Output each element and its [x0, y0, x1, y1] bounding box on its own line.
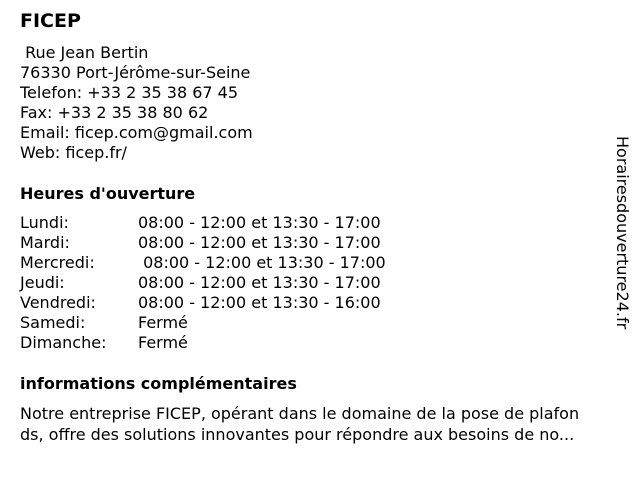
business-description	[20, 403, 630, 445]
day-label: Mardi:	[20, 233, 70, 252]
day-label: Vendredi:	[20, 293, 96, 312]
day-label: Mercredi:	[20, 253, 95, 272]
website-line: Web: ficep.fr/	[20, 143, 127, 162]
hours-row-thursday	[20, 273, 386, 293]
contact-block	[20, 43, 253, 163]
day-hours: 08:00 - 12:00 et 13:30 - 17:00	[138, 233, 381, 252]
day-label: Jeudi:	[20, 273, 65, 292]
address-street: Rue Jean Bertin	[20, 43, 149, 62]
fax-line: Fax: +33 2 35 38 80 62	[20, 103, 209, 122]
day-label: Lundi:	[20, 213, 69, 232]
day-label: Dimanche:	[20, 333, 107, 352]
opening-hours-table	[20, 213, 386, 353]
site-watermark: Horairesdouverture24.fr	[613, 136, 632, 330]
phone-line: Telefon: +33 2 35 38 67 45	[20, 83, 239, 102]
hours-row-monday	[20, 213, 386, 233]
address-city: 76330 Port-Jérôme-sur-Seine	[20, 63, 251, 82]
additional-info-heading: informations complémentaires	[20, 374, 297, 393]
hours-row-tuesday	[20, 233, 386, 253]
hours-row-saturday	[20, 313, 386, 333]
description-line-2: ds, offre des solutions innovantes pour répondre aux besoins de no...	[20, 425, 575, 444]
description-line-1: Notre entreprise FICEP, opérant dans le domaine de la pose de plafon	[20, 404, 580, 423]
day-label: Samedi:	[20, 313, 86, 332]
day-hours: 08:00 - 12:00 et 13:30 - 17:00	[138, 253, 386, 272]
hours-row-sunday	[20, 333, 386, 353]
hours-row-wednesday	[20, 253, 386, 273]
day-hours: Fermé	[138, 333, 188, 352]
day-hours: 08:00 - 12:00 et 13:30 - 17:00	[138, 273, 381, 292]
business-name: FICEP	[20, 10, 81, 32]
hours-row-friday	[20, 293, 386, 313]
opening-hours-heading: Heures d'ouverture	[20, 184, 196, 203]
email-line: Email: ficep.com@gmail.com	[20, 123, 253, 142]
day-hours: Fermé	[138, 313, 188, 332]
day-hours: 08:00 - 12:00 et 13:30 - 16:00	[138, 293, 381, 312]
day-hours: 08:00 - 12:00 et 13:30 - 17:00	[138, 213, 381, 232]
